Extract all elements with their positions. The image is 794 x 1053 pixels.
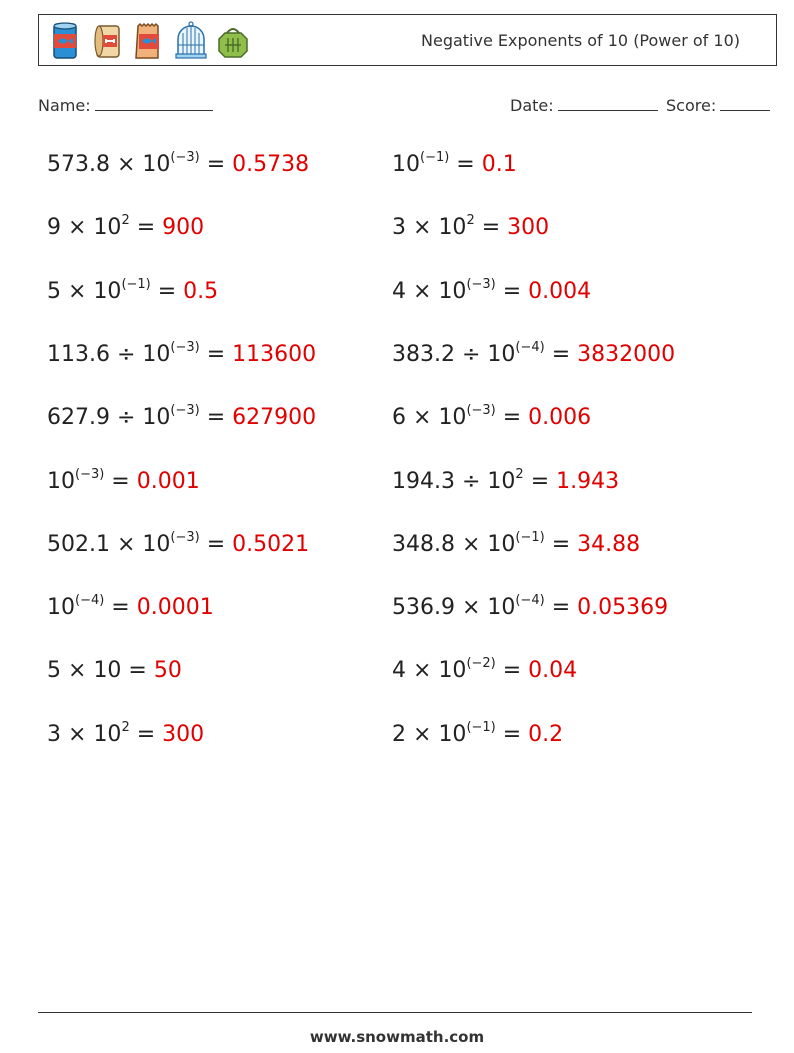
exponent: 2 [515,466,524,482]
operator: ÷ [461,469,481,494]
problem-right-3: $4 \times 10^{(-3)} = 0.004$ [392,276,592,304]
coefficient: 113.6 [47,342,110,367]
power-base: 10 [142,405,171,430]
problem-right-8: $536.9 \times 10^{(-4)} = 0.05369$ [392,592,669,620]
exponent: (−3) [170,529,200,545]
exponent: 2 [466,212,475,228]
exponent: (−4) [75,592,105,608]
answer: 0.1 [481,152,517,177]
score-blank[interactable] [720,94,770,111]
coefficient: 573.8 [47,152,110,177]
problem-right-7: $348.8 \times 10^{(-1)} = 34.88$ [392,529,641,557]
exponent: (−1) [515,529,545,545]
answer: 113600 [232,342,317,367]
coefficient: 5 [47,658,61,683]
bird-cage-icon [173,21,209,61]
coefficient: 536.9 [392,595,455,620]
operator: ÷ [116,405,136,430]
operator: × [461,595,481,620]
exponent: (−3) [75,466,105,482]
exponent: (−3) [466,402,496,418]
power-base: 10 [487,532,516,557]
operator: × [116,152,136,177]
power-base: 10 [392,152,420,177]
problem-right-6: $194.3 \div 10^2 = 1.943$ [392,466,620,494]
problem-left-1: $573.8 \times 10^{(-3)} = 0.5738$ [47,149,310,177]
coefficient: 3 [392,215,406,240]
operator: × [461,532,481,557]
exponent: (−3) [466,276,496,292]
power-base: 10 [438,722,467,747]
exponent: 2 [121,212,130,228]
operator: × [68,658,87,683]
exponent: (−1) [121,276,151,292]
answer: 0.5738 [232,152,310,177]
operator: × [116,532,136,557]
score-label: Score: [666,96,717,115]
operator: ÷ [461,342,481,367]
operator: × [413,658,432,683]
answer: 1.943 [556,469,620,494]
problem-left-3: $5 \times 10^{(-1)} = 0.5$ [47,276,219,304]
power-base: 10 [438,279,467,304]
exponent: (−1) [466,719,496,735]
date-field [510,94,658,115]
footer-divider [38,1012,752,1013]
exponent: 2 [121,719,130,735]
fish-food-bag-icon [131,21,167,61]
answer: 50 [153,658,182,683]
power-base: 10 [47,469,75,494]
coefficient: 3 [47,722,61,747]
coefficient: 348.8 [392,532,455,557]
exponent: (−3) [170,339,200,355]
operator: ÷ [116,342,136,367]
operator: × [68,215,87,240]
header-icons [47,21,251,61]
power-base: 10 [438,215,467,240]
operator: × [68,722,87,747]
coefficient: 4 [392,279,406,304]
power-base: 10 [438,658,467,683]
score-field [666,94,770,115]
problem-right-5: $6 \times 10^{(-3)} = 0.006$ [392,402,592,430]
coefficient: 2 [392,722,406,747]
answer: 0.5021 [232,532,310,557]
power-base: 10 [487,342,516,367]
answer: 300 [507,215,550,240]
problem-left-7: $502.1 \times 10^{(-3)} = 0.5021$ [47,529,310,557]
exponent: (−2) [466,655,496,671]
exponent: (−3) [170,402,200,418]
operator: × [413,279,432,304]
answer: 0.04 [528,658,578,683]
problem-left-8: $10^{(-4)} = 0.0001$ [47,592,214,620]
coefficient: 4 [392,658,406,683]
fish-can-icon [47,21,83,61]
answer: 300 [162,722,205,747]
problem-right-9: $4 \times 10^{(-2)} = 0.04$ [392,655,578,683]
answer: 0.001 [136,469,200,494]
bone-can-icon [89,21,125,61]
problem-left-6: $10^{(-3)} = 0.001$ [47,466,200,494]
problem-right-4: $383.2 \div 10^{(-4)} = 3832000$ [392,339,676,367]
answer: 34.88 [577,532,641,557]
answer: 3832000 [577,342,676,367]
answer: 0.05369 [577,595,669,620]
answer: 0.004 [528,279,592,304]
power-base: 10 [142,342,171,367]
name-blank[interactable] [95,94,213,111]
power-base: 10 [487,595,516,620]
power-base: 10 [93,722,122,747]
coefficient: 5 [47,279,61,304]
coefficient: 6 [392,405,406,430]
problem-left-5: $627.9 \div 10^{(-3)} = 627900$ [47,402,317,430]
worksheet-header [38,14,777,66]
worksheet-title: Negative Exponents of 10 (Power of 10) [421,31,740,50]
operator: × [413,722,432,747]
power-base: 10 [142,152,171,177]
power-base: 10 [438,405,467,430]
problem-right-2: $3 \times 10^2 = 300$ [392,212,550,240]
problem-left-2: $9 \times 10^2 = 900$ [47,212,205,240]
coefficient: 627.9 [47,405,110,430]
coefficient: 194.3 [392,469,455,494]
operator: × [68,279,87,304]
power-base: 10 [47,595,75,620]
pet-carrier-icon [215,21,251,61]
answer: 0.0001 [136,595,214,620]
problem-right-1: $10^{(-1)} = 0.1$ [392,149,517,177]
exponent: (−3) [170,149,200,165]
answer: 627900 [232,405,317,430]
problem-right-10: $2 \times 10^{(-1)} = 0.2$ [392,719,564,747]
power-base: 10 [142,532,171,557]
operator: × [413,405,432,430]
answer: 0.5 [183,279,219,304]
coefficient: 383.2 [392,342,455,367]
answer: 900 [162,215,205,240]
name-field [38,94,213,115]
answer: 0.2 [528,722,564,747]
power-base: 10 [487,469,516,494]
exponent: (−4) [515,592,545,608]
coefficient: 9 [47,215,61,240]
exponent: (−1) [420,149,450,165]
coefficient: 502.1 [47,532,110,557]
problem-left-4: $113.6 \div 10^{(-3)} = 113600$ [47,339,317,367]
power-base: 10 [93,279,122,304]
name-label: Name: [38,96,91,115]
power-base: 10 [93,215,122,240]
problem-left-9: 5 × 10 = 50 [47,658,182,683]
date-blank[interactable] [558,94,658,111]
power-base: 10 [93,658,122,683]
answer: 0.006 [528,405,592,430]
footer-url: www.snowmath.com [309,1028,485,1046]
date-label: Date: [510,96,554,115]
problem-left-10: $3 \times 10^2 = 300$ [47,719,205,747]
operator: × [413,215,432,240]
exponent: (−4) [515,339,545,355]
